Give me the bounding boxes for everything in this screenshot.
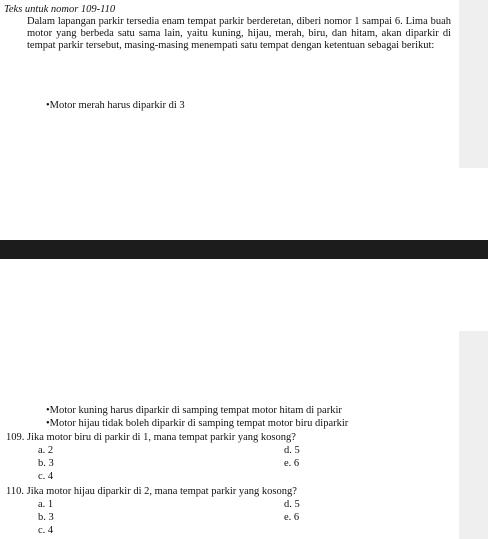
page-gutter xyxy=(459,0,488,168)
answer-option: b. 3 xyxy=(38,458,54,469)
page-separator xyxy=(0,240,488,259)
condition-item: •Motor kuning harus diparkir di samping tempat motor hitam di parkir xyxy=(46,405,342,416)
condition-item: •Motor hijau tidak boleh diparkir di samping tempat motor biru diparkir xyxy=(46,418,349,429)
answer-option: e. 6 xyxy=(284,512,300,523)
question-109: 109. Jika motor biru di parkir di 1, mana tempat parkir yang kosong? xyxy=(6,432,296,443)
answer-option: c. 4 xyxy=(38,525,54,536)
section-heading: Teks untuk nomor 109-110 xyxy=(4,4,116,15)
answer-option: e. 6 xyxy=(284,458,300,469)
answer-option: d. 5 xyxy=(284,499,300,510)
page-gutter xyxy=(459,331,488,539)
answer-option: b. 3 xyxy=(38,512,54,523)
condition-item: •Motor merah harus diparkir di 3 xyxy=(46,100,185,111)
answer-option: c. 4 xyxy=(38,471,54,482)
answer-option: a. 2 xyxy=(38,445,54,456)
answer-option: a. 1 xyxy=(38,499,54,510)
answer-option: d. 5 xyxy=(284,445,300,456)
question-110: 110. Jika motor hijau diparkir di 2, mana tempat parkir yang kosong? xyxy=(6,486,297,497)
intro-paragraph: Dalam lapangan parkir tersedia enam tempat parkir berderetan, diberi nomor 1 sampai 6. Lima buah motor yang berbeda satu sama lain, yaitu kuning, hijau, merah, biru, dan hitam, akan diparkir di tempat parkir tersebut, masing-masing menempati satu tempat dengan ketentuan sebagai berikut: xyxy=(27,16,451,51)
